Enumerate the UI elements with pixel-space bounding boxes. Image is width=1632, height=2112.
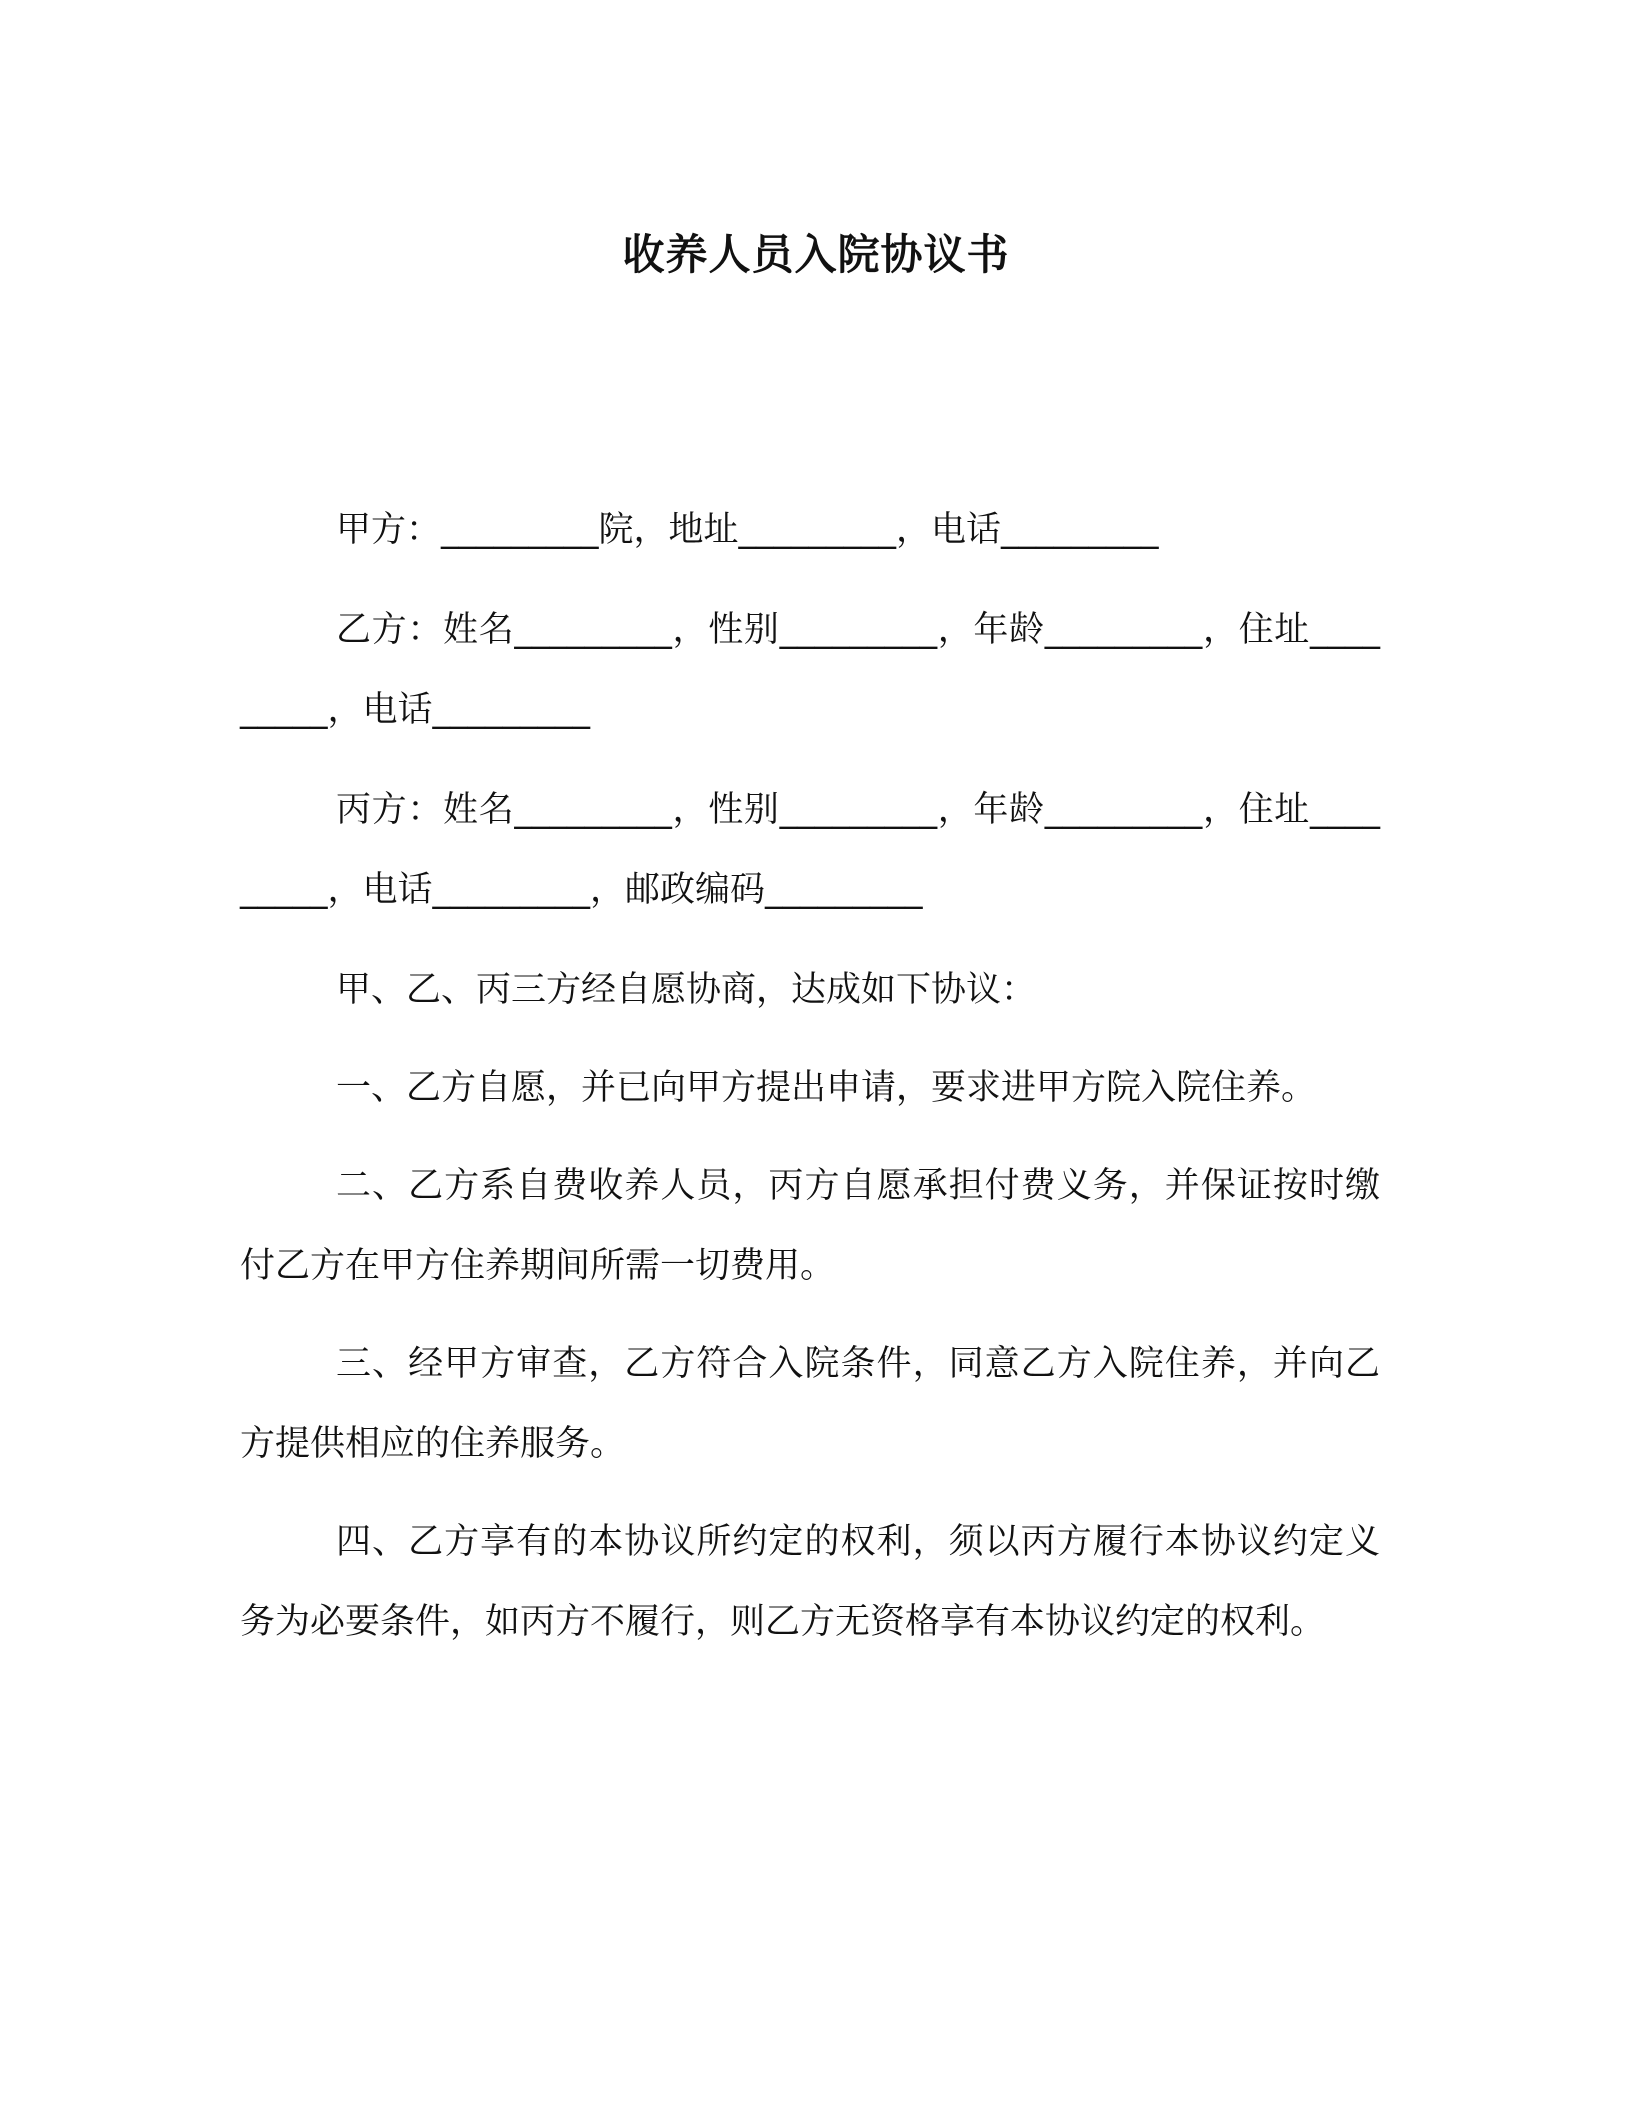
party-jia: 甲方：_________院，地址_________，电话_________ (336, 510, 1159, 550)
document-body (240, 490, 1380, 1680)
clause-4: 四、乙方享有的本协议所约定的权利，须以丙方履行本协议约定义务为必要条件，如丙方不履行，则乙方无资格享有本协议约定的权利。 (240, 1522, 1380, 1642)
clause-3: 三、经甲方审查，乙方符合入院条件，同意乙方入院住养，并向乙方提供相应的住养服务。 (240, 1344, 1380, 1464)
clause-1: 一、乙方自愿，并已向甲方提出申请，要求进甲方院入院住养。 (336, 1068, 1317, 1108)
document-title: 收养人员入院协议书 (622, 230, 1010, 279)
party-yi: 乙方：姓名_________，性别_________，年龄_________，住址_________，电话_________ (240, 610, 1380, 730)
party-bing: 丙方：姓名_________，性别_________，年龄_________，住址_________，电话_________，邮政编码_________ (240, 790, 1380, 910)
preamble: 甲、乙、丙三方经自愿协商，达成如下协议： (336, 970, 1037, 1010)
clause-2: 二、乙方系自费收养人员，丙方自愿承担付费义务，并保证按时缴付乙方在甲方住养期间所需一切费用。 (240, 1166, 1380, 1286)
